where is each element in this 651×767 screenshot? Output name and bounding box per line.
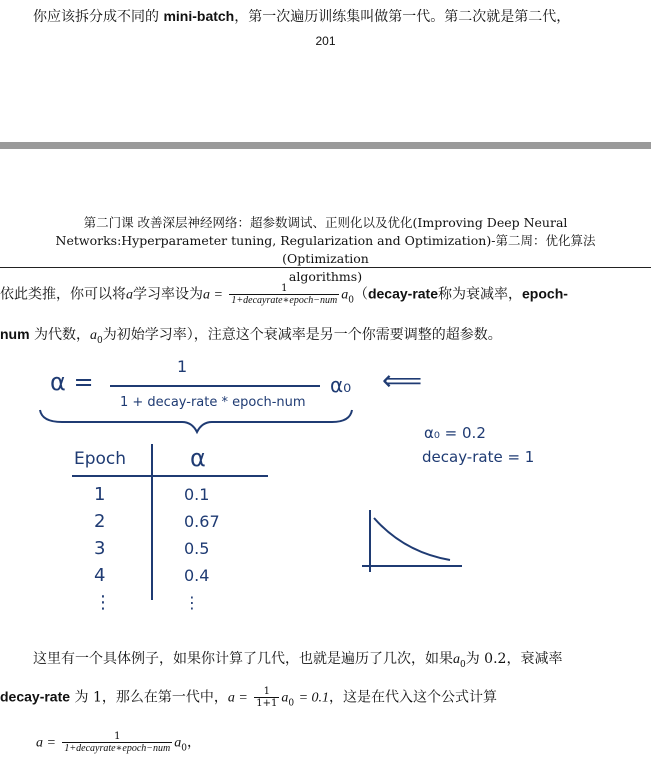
running-header [20,214,631,286]
alpha0-symbol-2: a [90,328,98,343]
para2-text-b: 为 0.2，衰减率 [465,651,563,667]
top-paragraph-text: 你应该拆分成不同的 [33,9,159,25]
para1-line2-text-b: 为初始学习率），注意这个衰减率是另一个你需要调整的超参数。 [102,327,502,343]
header-rule [0,267,651,268]
board-brace [40,410,352,432]
epoch-term: epoch- [522,285,568,302]
example-equation-lhs: a = [227,690,248,706]
board-arrow-icon: ⟸ [382,364,423,397]
header-line-1: 第二门课 改善深层神经网络：超参数调试、正则化以及优化(Improving Deep Neural [83,215,568,230]
para1-text-c: 称为衰减率， [438,286,523,303]
final-fraction-denominator: 1+decayrate∗epoch−num [64,743,171,754]
num-term: num [0,326,30,342]
decay-rate-term: decay-rate [367,285,439,302]
final-equation-lhs: a = [36,735,56,751]
alpha-symbol: a [126,287,133,303]
learning-rate-fraction [229,283,339,306]
board-alpha-value: 0.4 [184,566,210,585]
final-alpha0: a [174,735,182,751]
equation-lhs: a = [203,287,223,303]
top-paragraph [33,6,570,26]
alpha0-symbol-3: a [453,652,460,667]
paragraph-1-line-2 [0,324,502,346]
alpha0-subscript-3: 0 [460,659,466,670]
example-fraction [254,686,279,709]
paragraph-2-line-1 [33,648,562,670]
para2-line2-text-a: 为 1，那么在第一代中， [70,689,228,706]
final-alpha0-subscript: 0 [181,743,187,754]
board-formula-denominator: 1 + decay-rate * epoch-num [120,395,306,410]
board-formula-numerator: 1 [177,357,188,376]
header-line-2: Networks:Hyperparameter tuning, Regularization and Optimization)-第二周：优化算法 (Optimization [55,233,596,266]
page-break-divider [0,142,651,149]
alpha0-subscript: 0 [348,295,354,306]
para1-line2-text-a: 为代数， [29,327,91,343]
board-epoch-value: 4 [94,565,106,586]
board-alpha-value: 0.67 [184,512,220,531]
fraction-numerator: 1 [281,283,288,294]
board-epoch-value: 1 [94,484,106,505]
lecture-whiteboard-image [32,357,535,632]
alpha0-subscript-2: 0 [97,335,103,346]
paragraph-1-line-1 [0,283,568,306]
paragraph-2-line-2 [0,686,497,709]
board-formula-alpha: α = [50,368,94,396]
final-fraction [62,731,172,754]
example-equation-rhs: = 0.1 [298,690,330,706]
board-alpha-value: ⋮ [184,593,200,612]
open-paren: （ [353,286,368,303]
header-line-3: algorithms) [288,269,363,284]
board-note-decay-rate: decay-rate = 1 [422,448,535,466]
para2-line2-text-b: ，这是在代入这个公式计算 [329,689,498,706]
para1-text-a: 依此类推，你可以将 [0,286,126,303]
top-paragraph-text-2: ，第一次遍历训练集叫做第一代。第二次就是第二代， [234,9,571,25]
example-alpha0-subscript: 0 [288,698,295,709]
board-column-epoch: Epoch [74,449,127,469]
board-epoch-value: 3 [94,538,106,559]
board-epoch-value: ⋮ [94,592,112,613]
board-formula-alpha0: α₀ [330,373,352,397]
para1-text-b: 学习率设为 [133,286,203,303]
final-formula [36,731,201,754]
page-number: 201 [315,34,336,48]
board-column-alpha: α [190,444,206,472]
mini-batch-term: mini-batch [163,8,235,24]
para2-text-a: 这里有一个具体例子，如果你计算了几代，也就是遍历了几次，如果 [33,651,453,667]
fraction-denominator: 1+decayrate∗epoch−num [231,295,338,306]
board-table-rows [94,484,220,613]
alpha0-symbol: a [341,287,349,303]
example-fraction-numerator: 1 [263,686,270,697]
board-alpha-value: 0.1 [184,485,210,504]
board-plot-decay-curve [374,518,450,560]
final-comma: ， [186,734,201,751]
final-fraction-numerator: 1 [114,731,121,742]
example-alpha0: a [281,690,289,706]
example-fraction-denominator: 1+1 [256,698,278,709]
board-note-alpha0: α₀ = 0.2 [424,424,486,442]
decay-rate-term-2: decay-rate [0,688,71,705]
board-alpha-value: 0.5 [184,539,210,558]
board-epoch-value: 2 [94,511,106,532]
